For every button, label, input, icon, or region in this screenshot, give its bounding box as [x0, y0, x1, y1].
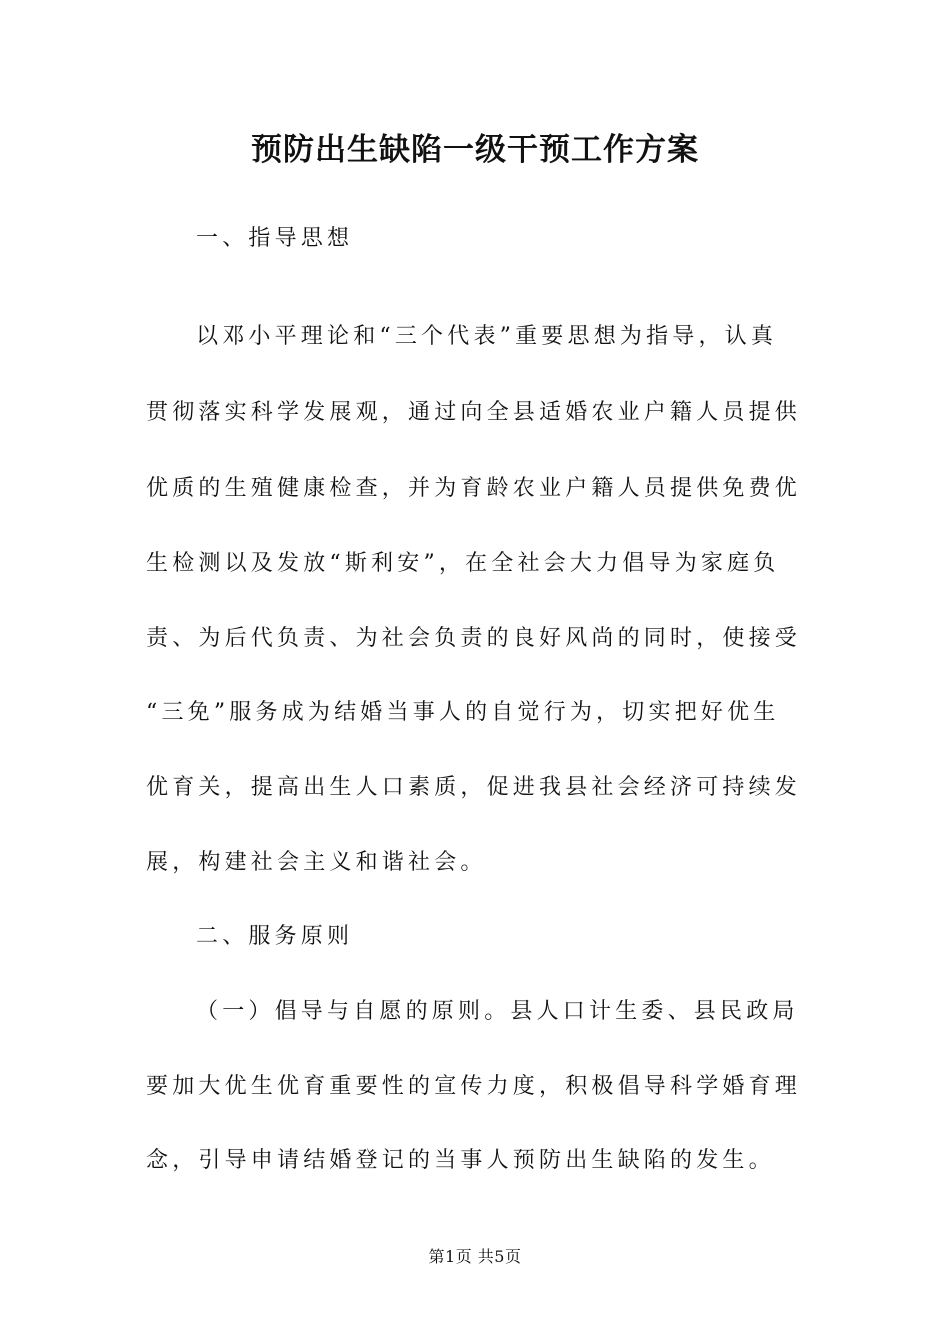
paragraph-line: 责、为后代负责、为社会负责的良好风尚的同时，使接受 — [146, 626, 802, 651]
paragraph-line: “三免”服务成为结婚当事人的自觉行为，切实把好优生 — [146, 700, 780, 725]
paragraph-line: 贯彻落实科学发展观，通过向全县适婚农业户籍人员提供 — [146, 400, 802, 425]
paragraph-line: 生检测以及发放“斯利安”，在全社会大力倡导为家庭负 — [146, 551, 780, 576]
paragraph-line: 优质的生殖健康检查，并为育龄农业户籍人员提供免费优 — [146, 476, 802, 501]
page-number-footer: 第1页 共5页 — [428, 1247, 522, 1266]
paragraph-line: 以邓小平理论和“三个代表”重要思想为指导，认真 — [196, 324, 778, 349]
section-heading-service-principles: 二、服务原则 — [196, 924, 354, 949]
paragraph-line: 念，引导申请结婚登记的当事人预防出生缺陷的发生。 — [146, 1148, 775, 1173]
paragraph-line: 展，构建社会主义和谐社会。 — [146, 850, 487, 875]
paragraph-line: （一）倡导与自愿的原则。县人口计生委、县民政局 — [196, 999, 799, 1024]
paragraph-line: 优育关，提高出生人口素质，促进我县社会经济可持续发 — [146, 775, 802, 800]
document-title: 预防出生缺陷一级干预工作方案 — [251, 132, 699, 168]
paragraph-line: 要加大优生优育重要性的宣传力度，积极倡导科学婚育理 — [146, 1074, 802, 1099]
section-heading-guiding-ideology: 一、指导思想 — [196, 226, 354, 251]
